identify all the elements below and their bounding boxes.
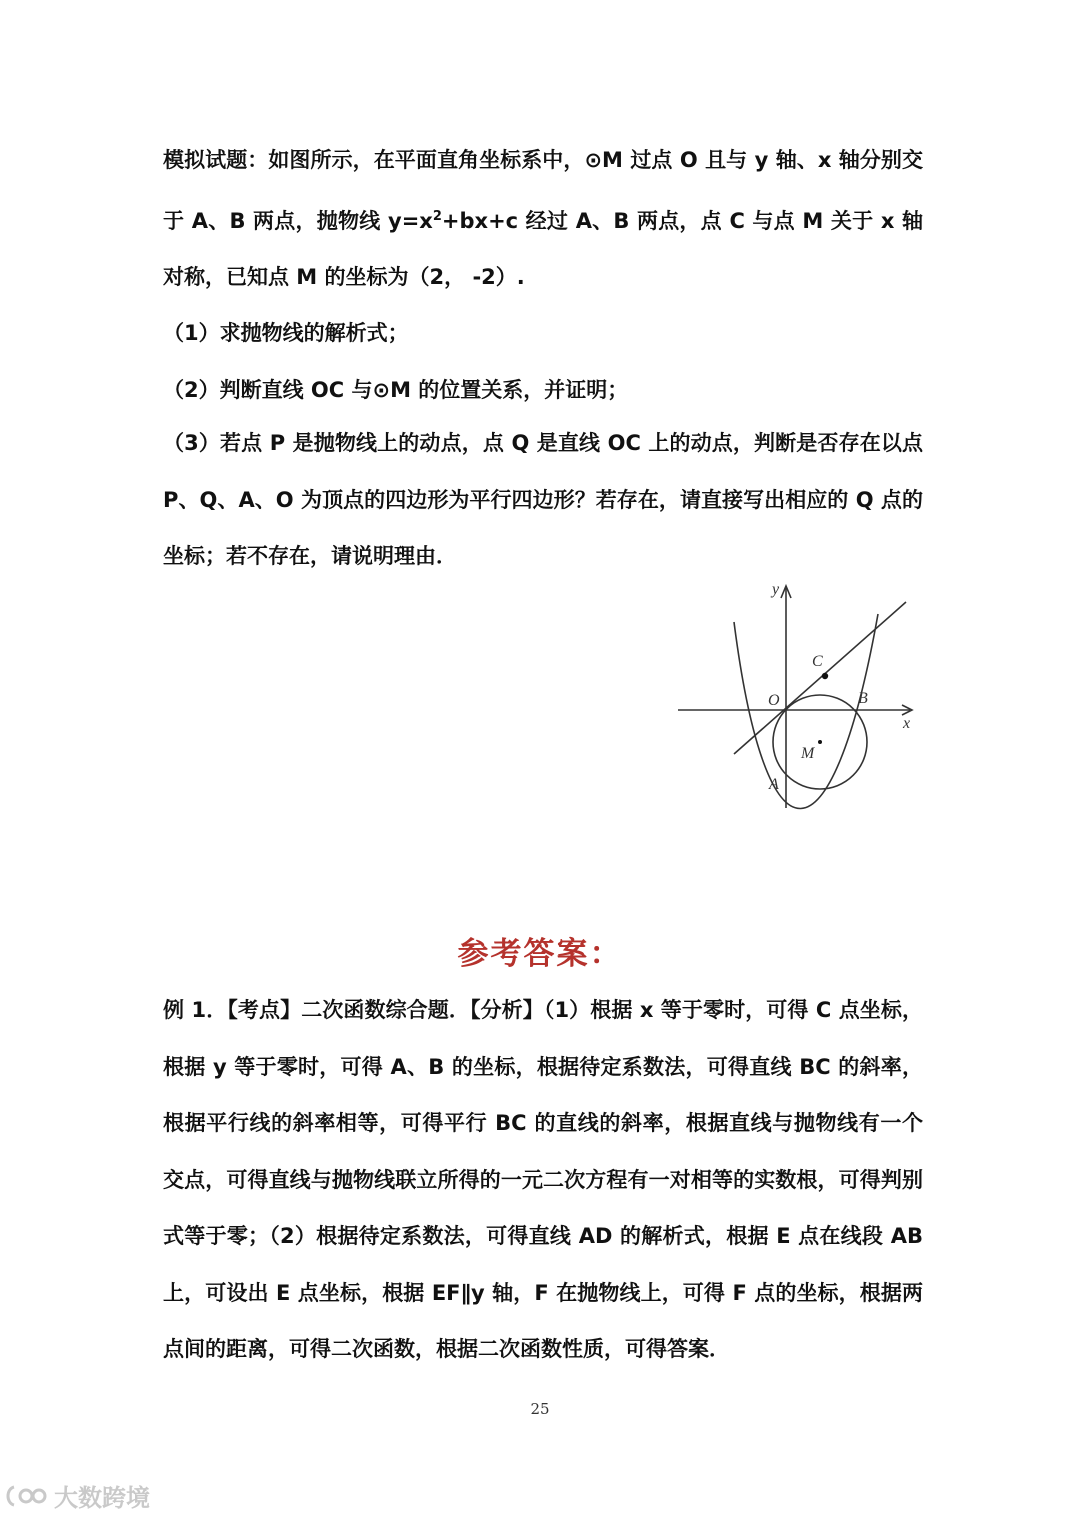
- label-a: A: [769, 776, 779, 793]
- problem-intro-exponent: 2: [432, 208, 442, 224]
- problem-intro: [163, 132, 923, 306]
- watermark-text: 大数跨境: [54, 1484, 150, 1512]
- answer-body: 例 1．【考点】二次函数综合题．【分析】（1）根据 x 等于零时，可得 C 点坐标，根据 y 等于零时，可得 A、B 的坐标，根据待定系数法，可得直线 BC 的斜率，根据平行线的斜率相等，可得平行 BC 的直线的斜率，根据直线与抛物线有一个交点，可得直线与抛物线联立所得的一元二次方程有一对相等的实数根，可得判别式等于零；（2）根据待定系数法，可得直线 AD 的解析式，根据 E 点在线段 AB 上，可设出 E 点坐标，根据 EF∥y 轴，F 在抛物线上，可得 F 点的坐标，根据两点间的距离，可得二次函数，根据二次函数性质，可得答案．: [163, 998, 923, 1361]
- watermark: [4, 1478, 150, 1513]
- problem-intro-pre: 模拟试题：如图所示，在平面直角坐标系中，⊙M 过点 O 且与 y 轴、x 轴分别交于 A、B 两点，抛物线 y=x: [163, 148, 923, 233]
- question-1: （1）求抛物线的解析式；: [163, 321, 409, 345]
- line-oc: [734, 602, 906, 754]
- answer-title: 参考答案：: [457, 936, 623, 972]
- point-m-dot: [818, 740, 822, 744]
- label-y: y: [772, 581, 780, 598]
- geometry-figure: [672, 576, 922, 816]
- question-2: （2）判断直线 OC 与⊙M 的位置关系，并证明；: [163, 378, 629, 402]
- parabola: [734, 614, 878, 809]
- page-number: 25: [530, 1400, 550, 1418]
- point-c-dot: [822, 673, 828, 679]
- problem-intro-post: +bx+c 经过 A、B 两点，点 C 与点 M 关于 x 轴对称，已知点 M 的坐标为（2， -2）.: [163, 208, 923, 289]
- label-o: O: [768, 692, 780, 709]
- label-x: x: [903, 715, 911, 732]
- label-b: B: [858, 690, 868, 707]
- watermark-logo-icon: [4, 1483, 48, 1509]
- question-3: （3）若点 P 是抛物线上的动点，点 Q 是直线 OC 上的动点，判断是否存在以点 P、Q、A、O 为顶点的四边形为平行四边形？若存在，请直接写出相应的 Q 点的坐标；若不存在，请说明理由．: [163, 431, 923, 568]
- label-c: C: [812, 653, 823, 670]
- label-m: M: [801, 745, 815, 762]
